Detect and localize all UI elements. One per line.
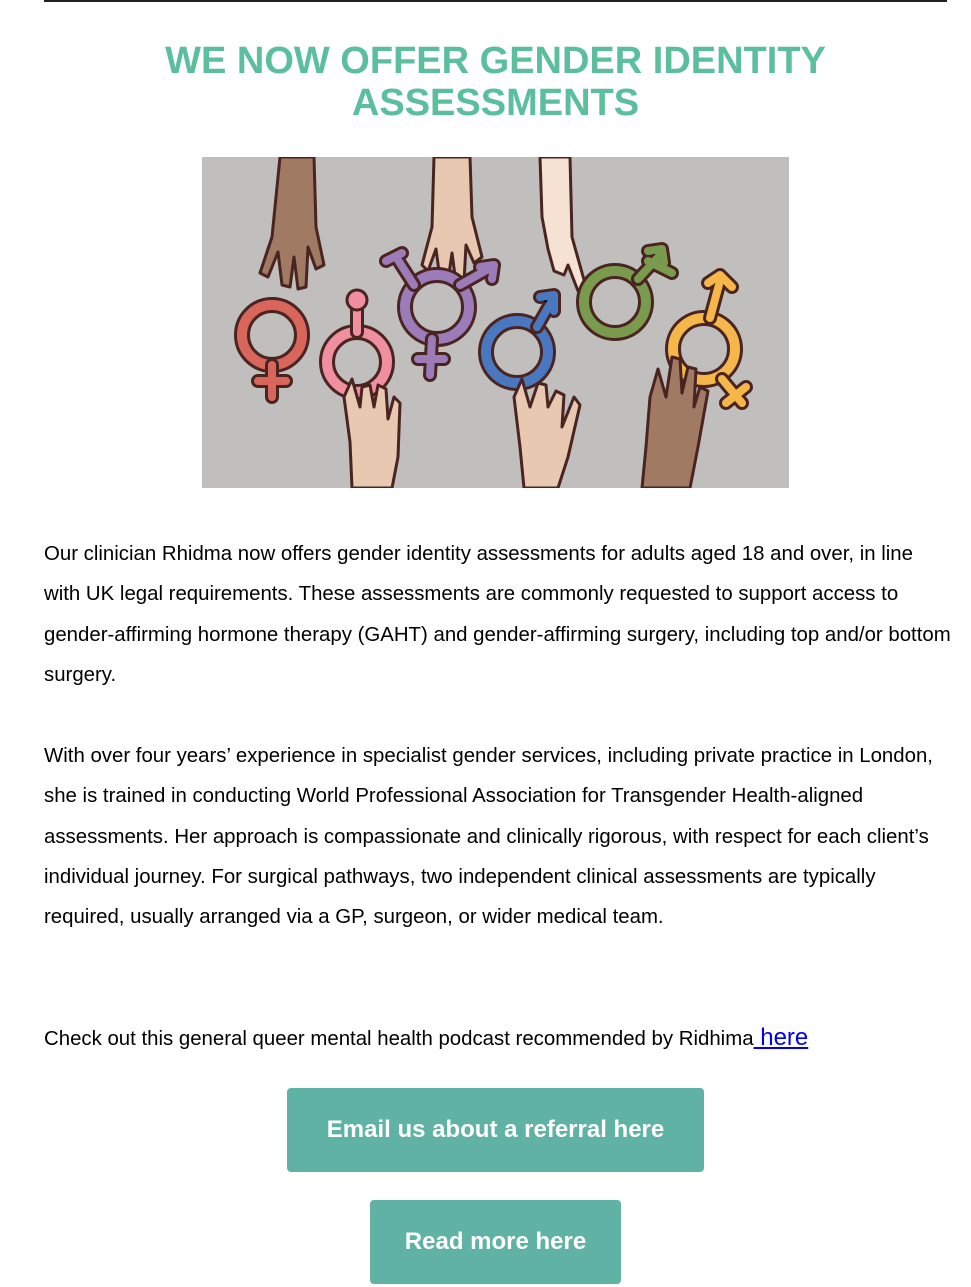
- hero-illustration: [202, 157, 789, 488]
- page-title: [44, 40, 947, 124]
- podcast-link[interactable]: here: [753, 1024, 809, 1051]
- read-more-button[interactable]: Read more here: [370, 1200, 621, 1284]
- podcast-text: Check out this general queer mental health podcast recommended by Ridhima: [44, 1028, 754, 1050]
- title-line-2: ASSESSMENTS: [351, 82, 640, 124]
- top-divider: [44, 0, 947, 2]
- experience-paragraph: With over four years’ experience in specialist gender services, including private practice in London, she is trained in conducting World Professional Association for Transgender Health-aligned assessments. Her approach is compassionate and clinically rigorous, with respect for each client’s individual journey. For surgical pathways, two independent clinical assessments are typically required, usually arranged via a GP, surgeon, or wider medical team.: [44, 745, 933, 929]
- podcast-paragraph: [44, 1018, 954, 1059]
- title-line-1: WE NOW OFFER GENDER IDENTITY: [165, 40, 826, 82]
- email-referral-button[interactable]: Email us about a referral here: [287, 1088, 704, 1172]
- gender-symbols-illustration: [202, 157, 789, 488]
- intro-paragraph: Our clinician Rhidma now offers gender identity assessments for adults aged 18 and over, in line with UK legal requirements. These assessments are commonly requested to support access to gender-affirming hormone therapy (GAHT) and gender-affirming surgery, including top and/or bottom surgery.: [44, 543, 951, 686]
